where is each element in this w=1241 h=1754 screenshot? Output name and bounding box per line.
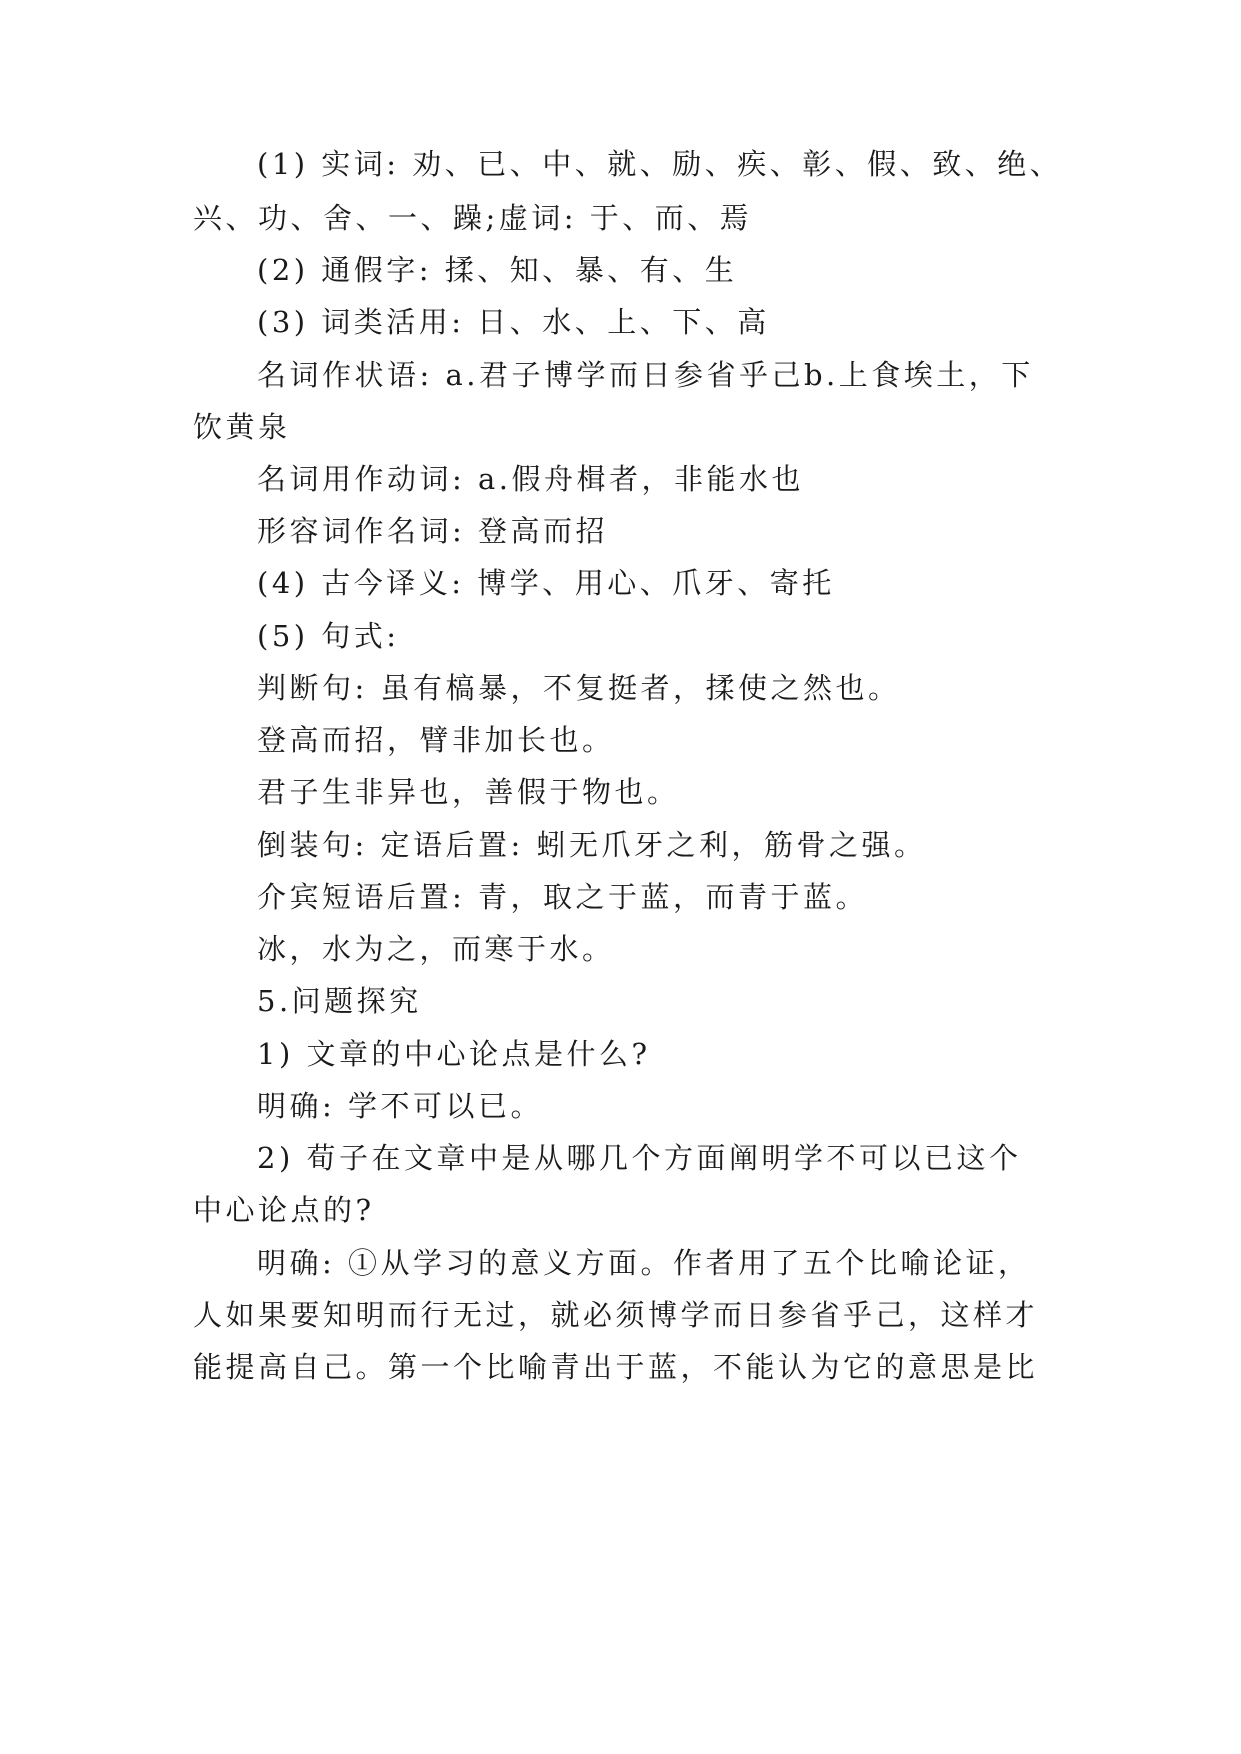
- text-line: (4) 古今译义: 博学、用心、爪牙、寄托: [257, 566, 835, 600]
- text-line: 能提高自己。第一个比喻青出于蓝，不能认为它的意思是比: [193, 1350, 1039, 1384]
- text-line: 判断句: 虽有槁暴，不复挺者，揉使之然也。: [257, 671, 901, 705]
- text-line: 介宾短语后置: 青，取之于蓝，而青于蓝。: [257, 880, 868, 914]
- text-line: (3) 词类活用: 日、水、上、下、高: [257, 305, 770, 339]
- text-line: 形容词作名词: 登高而招: [257, 514, 608, 548]
- text-line: 饮黄泉: [193, 410, 291, 444]
- text-line: 名词作状语: a.君子博学而日参省乎己b.上食埃土，下: [257, 358, 1034, 392]
- text-line: (5) 句式:: [257, 619, 400, 653]
- text-line: 2) 荀子在文章中是从哪几个方面阐明学不可以已这个: [257, 1141, 1022, 1175]
- text-line: 冰，水为之，而寒于水。: [257, 932, 615, 966]
- text-line: 君子生非异也，善假于物也。: [257, 775, 680, 809]
- text-line: 明确: ①从学习的意义方面。作者用了五个比喻论证，: [257, 1246, 1031, 1280]
- text-line: 倒装句: 定语后置: 蚓无爪牙之利，筋骨之强。: [257, 828, 927, 862]
- text-line: 明确: 学不可以已。: [257, 1089, 543, 1123]
- text-line: 兴、功、舍、一、躁;虚词: 于、而、焉: [193, 201, 753, 235]
- text-line: 名词用作动词: a.假舟楫者，非能水也: [257, 462, 804, 496]
- text-line: (2) 通假字: 揉、知、暴、有、生: [257, 253, 738, 287]
- text-line: 中心论点的?: [193, 1193, 375, 1227]
- text-line: 1) 文章的中心论点是什么?: [257, 1037, 651, 1071]
- text-line: 人如果要知明而行无过，就必须博学而日参省乎己，这样才: [193, 1298, 1039, 1332]
- text-line: 登高而招，臂非加长也。: [257, 723, 615, 757]
- text-line: (1) 实词: 劝、已、中、就、励、疾、彰、假、致、绝、: [257, 147, 1063, 181]
- text-line: 5.问题探究: [257, 984, 422, 1018]
